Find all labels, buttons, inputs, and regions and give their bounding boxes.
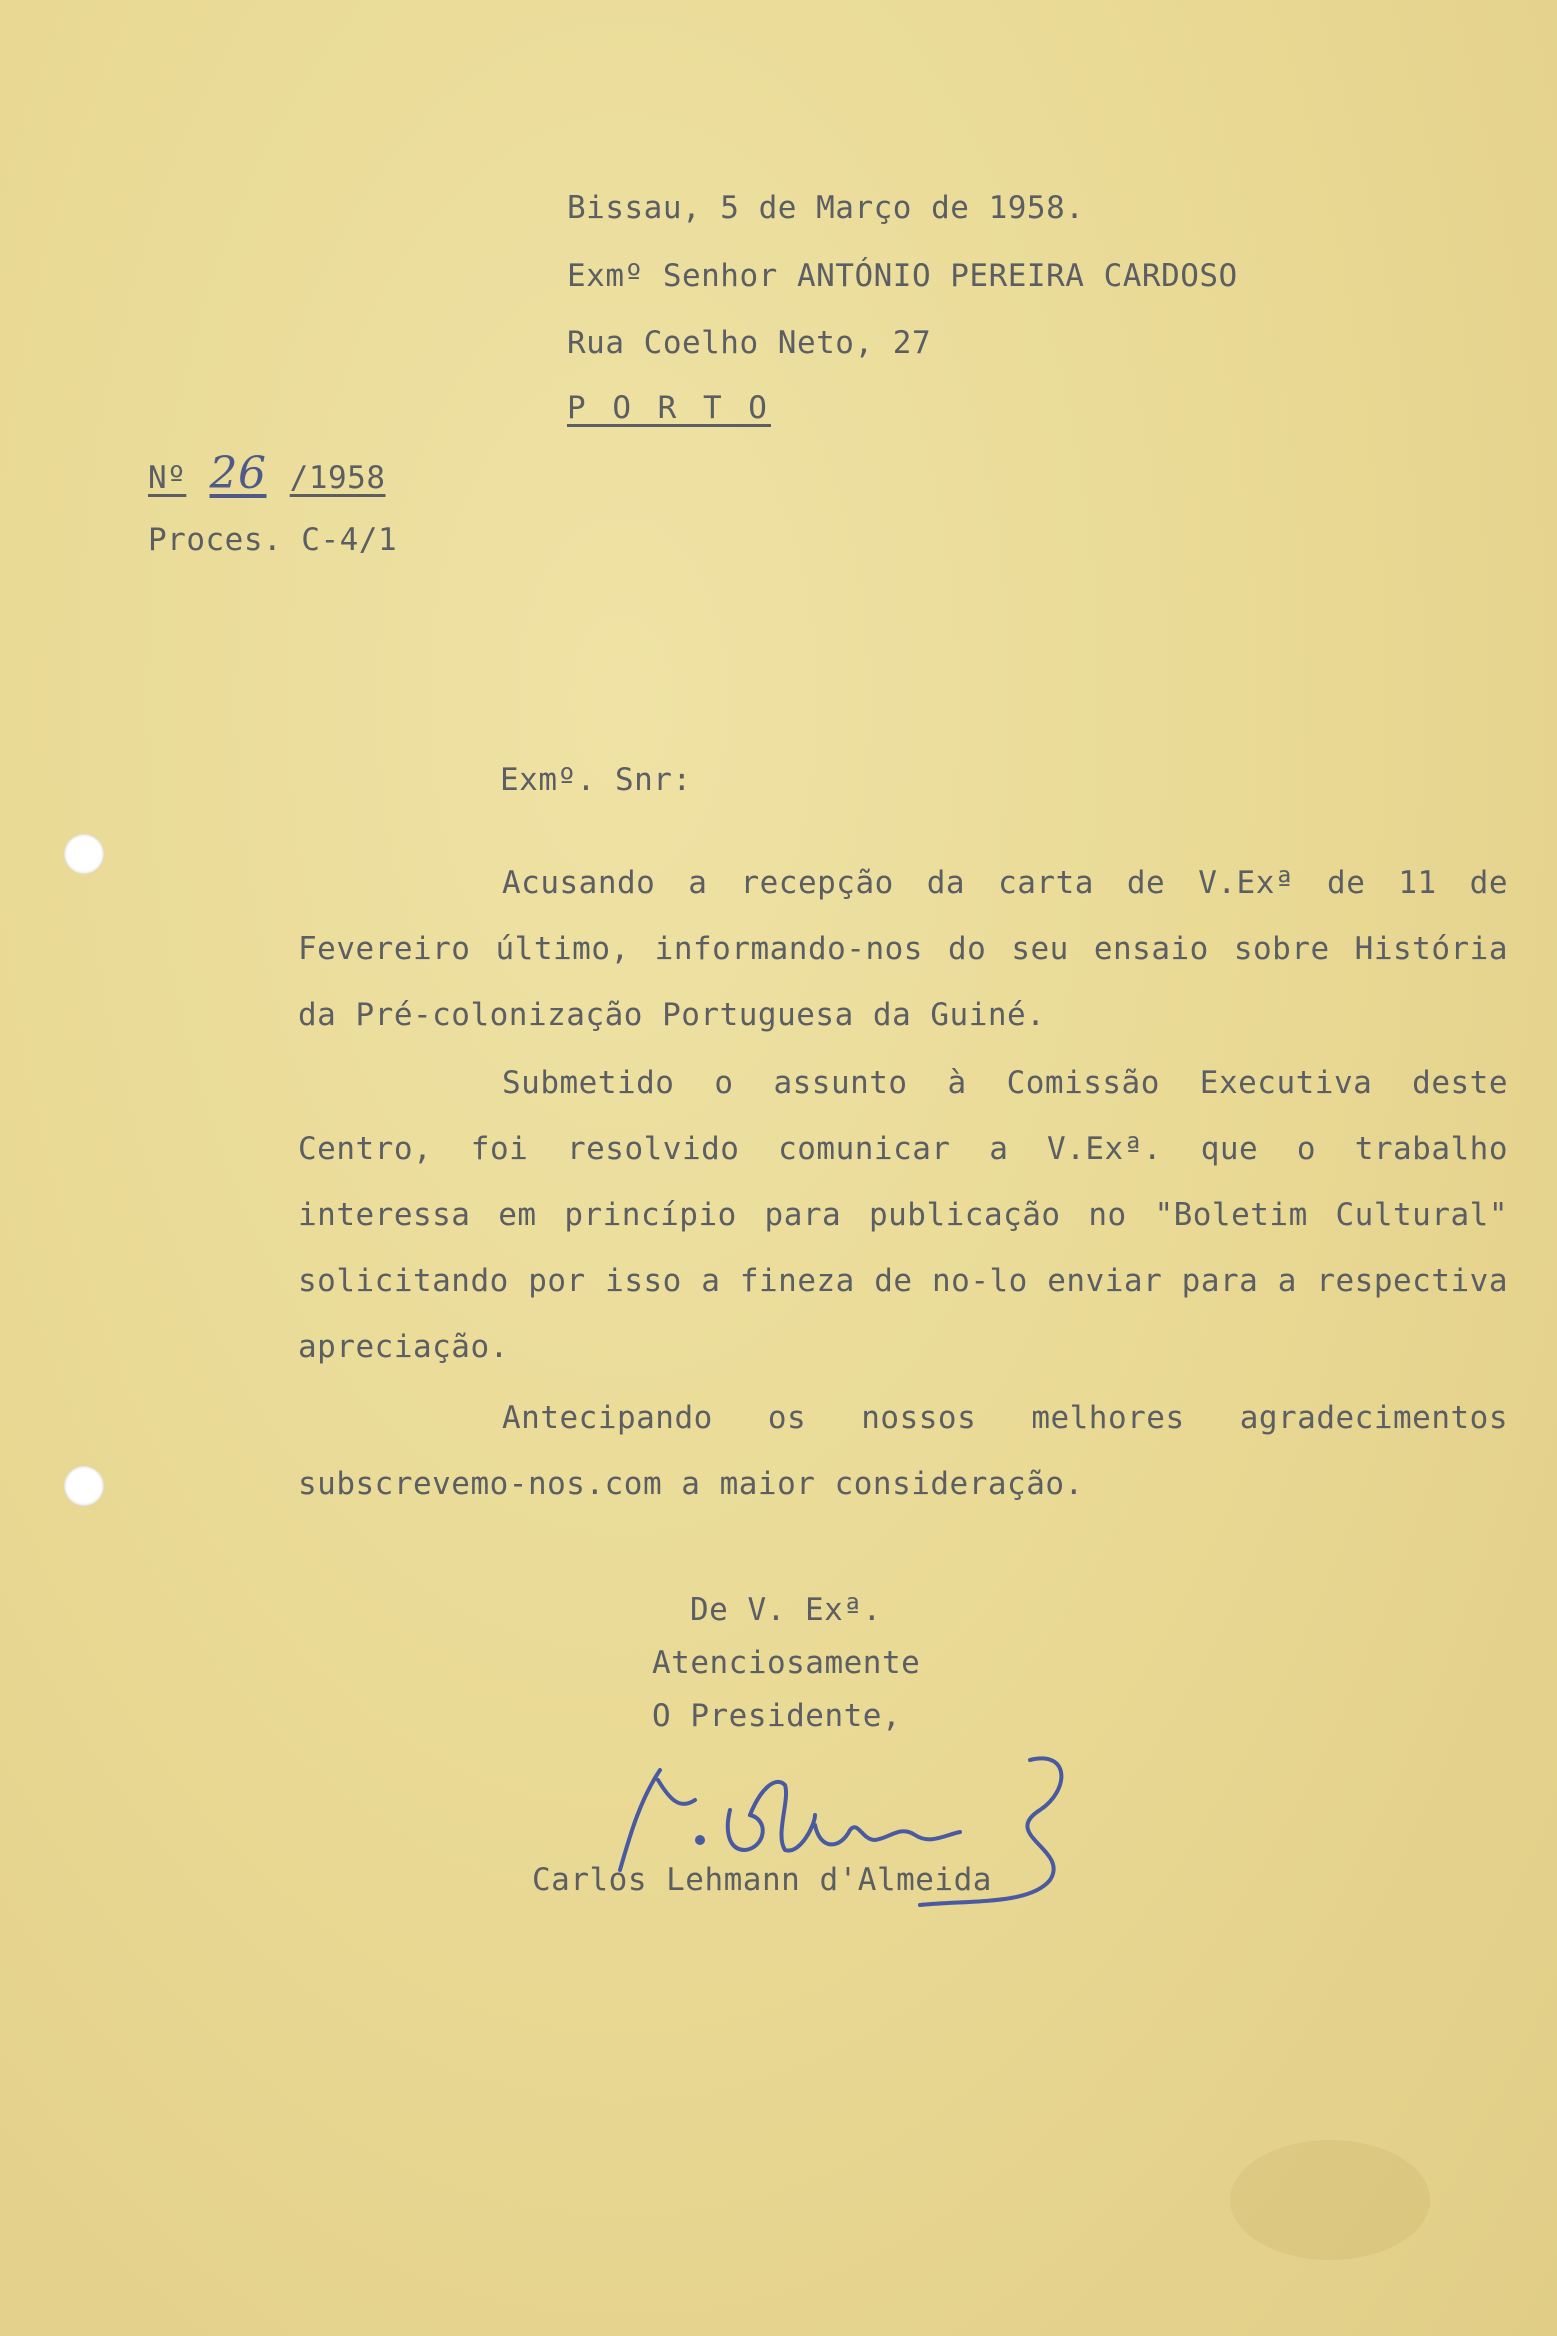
addressee-line: Exmº Senhor ANTÓNIO PEREIRA CARDOSO	[567, 258, 1238, 294]
paragraph-2: Submetido o assunto à Comissão Executiva deste Centro, foi resolvido comunicar a V.Exª. que o trabalho interessa em princípio para publicação no "Boletim Cultural" solicitando por isso a fineza de no-lo enviar para a respectiva apreciação.	[298, 1065, 1508, 1365]
street-address: Rua Coelho Neto, 27	[567, 325, 932, 361]
reference-handwritten-number: 26	[209, 448, 267, 499]
closing-line-1: De V. Exª.	[690, 1592, 882, 1628]
process-number: Proces. C-4/1	[148, 522, 398, 558]
closing-line-3: O Presidente,	[652, 1698, 902, 1734]
salutation: Exmº. Snr:	[500, 762, 692, 798]
reference-number	[148, 448, 386, 499]
punch-hole-top	[64, 834, 104, 874]
city-name: P O R T O	[567, 390, 771, 426]
paragraph-1: Acusando a recepção da carta de V.Exª de 11 de Fevereiro último, informando-nos do seu ensaio sobre História da Pré-colonização Portuguesa da Guiné.	[298, 865, 1508, 1033]
paragraph-3: Antecipando os nossos melhores agradecimentos subscrevemo-nos.com a maior consideração.	[298, 1400, 1508, 1502]
place-date: Bissau, 5 de Março de 1958.	[567, 190, 1085, 226]
closing-line-2: Atenciosamente	[652, 1645, 921, 1681]
reference-year: /1958	[289, 460, 386, 496]
paper-stain	[1230, 2140, 1430, 2260]
signatory-name: Carlos Lehmann d'Almeida	[532, 1862, 992, 1898]
punch-hole-bottom	[64, 1466, 104, 1506]
reference-prefix: Nº	[148, 460, 187, 496]
